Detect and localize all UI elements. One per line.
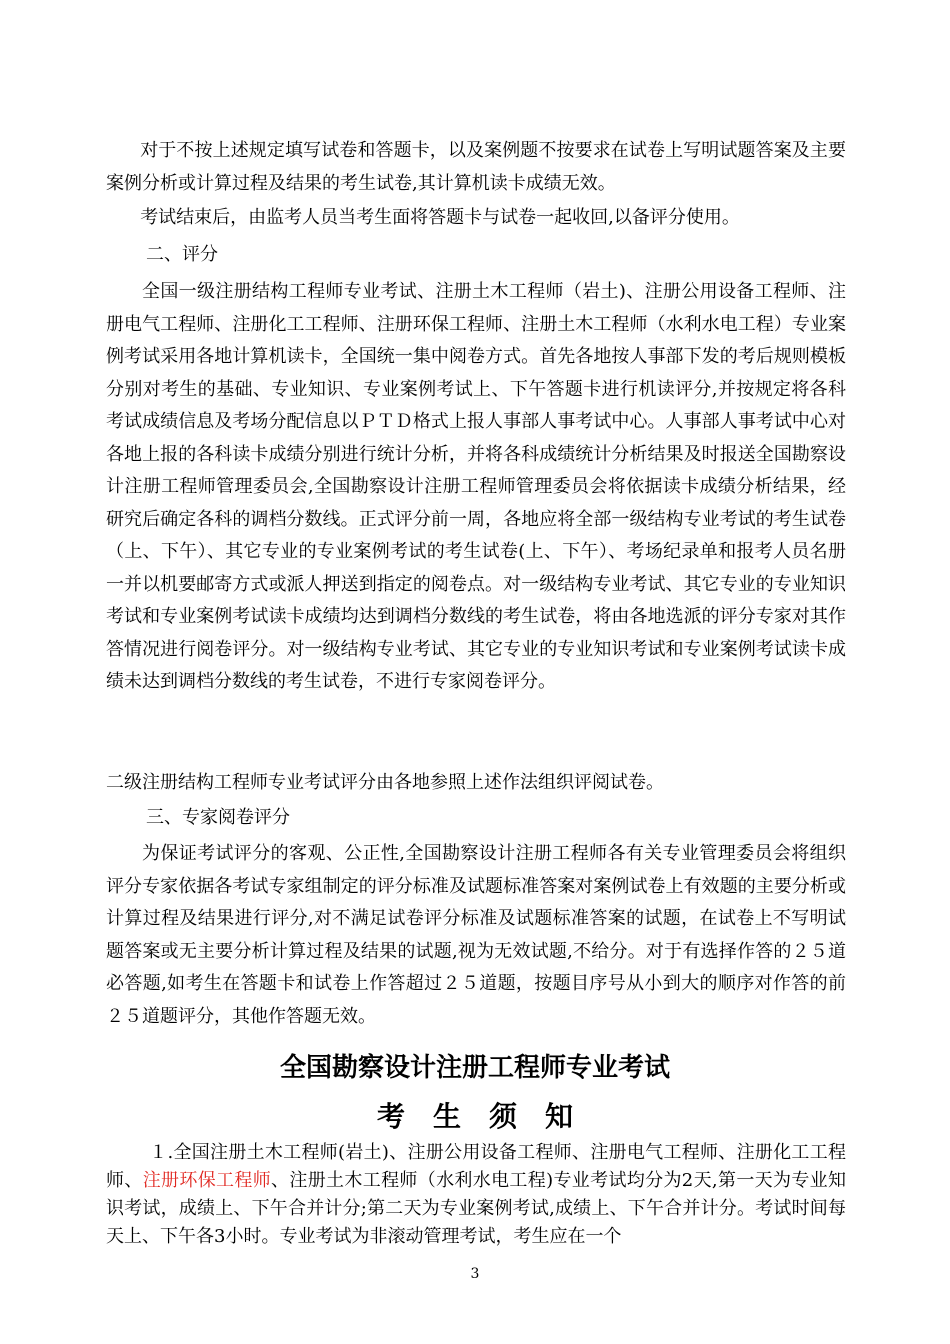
candidate-notice-heading: 考 生 须 知 [376,1100,573,1133]
rules-text-highlight: 注册环保工程师 [142,1170,272,1191]
paragraph-scoring-process: 全国一级注册结构工程师专业考试、注册土木工程师（岩土)、注册公用设备工程师、注册电气工程师、注册化工工程师、注册环保工程师、注册土木工程师（水利水电工程）专业案例考试采用各地计算机读卡，全国统一集中阅卷方式。首先各地按人事部下发的考后规则模板分别对考生的基础、专业知识、专业案例考试上、下午答题卡进行机读评分,并按规定将各科考试成绩信息及考场分配信息以ＰＴＤ格式上报人事部人事考试中心。人事部人事考试中心对各地上报的各科读卡成绩分别进行统计分析，并将各科成绩统计分析结果及时报送全国勘察设计注册工程师管理委员会,全国勘察设计注册工程师管理委员会将依据读卡成绩分析结果，经研究后确定各科的调档分数线。正式评分前一周，各地应将全部一级结构专业考试的考生试卷（上、下午）、其它专业的专业案例考试的考生试卷(上、下午）、考场纪录单和报考人员名册一并以机要邮寄方式或派人押送到指定的阅卷点。对一级结构专业考试、其它专业的专业知识考试和专业案例考试读卡成绩均达到调档分数线的考生试卷，将由各地选派的评分专家对其作答情况进行阅卷评分。对一级结构专业考试、其它专业的专业知识考试和专业案例考试读卡成绩未达到调档分数线的考生试卷，不进行专家阅卷评分。 [106,281,846,692]
heading-scoring: 二、评分 [146,244,218,265]
paragraph-invalid-answers: 对于不按上述规定填写试卷和答题卡，以及案例题不按要求在试卷上写明试题答案及主要案例分析或计算过程及结果的考生试卷,其计算机读卡成绩无效。 [106,140,846,194]
heading-expert-review: 三、专家阅卷评分 [146,807,290,828]
page-number: 3 [470,1266,480,1282]
rules-text-before: １.全国注册土木工程师(岩土)、注册公用设备工程师、注册电气工程师、注册化工工程师、 [106,1142,846,1191]
paragraph-exam-rules [106,1139,846,1251]
rules-text-after: 、注册土木工程师（水利水电工程)专业考试均分为2天,第一天为专业知识考试，成绩上、下午合并计分;第二天为专业案例考试,成绩上、下午合并计分。考试时间每天上、下午各3小时。专业考试为非滚动管理考试，考生应在一个 [106,1170,847,1247]
exam-title: 全国勘察设计注册工程师专业考试 [279,1053,670,1083]
paragraph-expert-review: 为保证考试评分的客观、公正性,全国勘察设计注册工程师各有关专业管理委员会将组织评分专家依据各考试专家组制定的评分标准及试题标准答案对案例试卷上有效题的主要分析或计算过程及结果进行评分,对不满足试卷评分标准及试题标准答案的试题，在试卷上不写明试题答案或无主要分析计算过程及结果的试题,视为无效试题,不给分。对于有选择作答的２５道必答题,如考生在答题卡和试卷上作答超过２５道题，按题目序号从小到大的顺序对作答的前２５道题评分，其他作答题无效。 [106,843,846,1027]
paragraph-level2-scoring: 二级注册结构工程师专业考试评分由各地参照上述作法组织评阅试卷。 [106,772,664,793]
paragraph-collect-papers: 考试结束后，由监考人员当考生面将答题卡与试卷一起收回,以备评分使用。 [140,207,740,228]
